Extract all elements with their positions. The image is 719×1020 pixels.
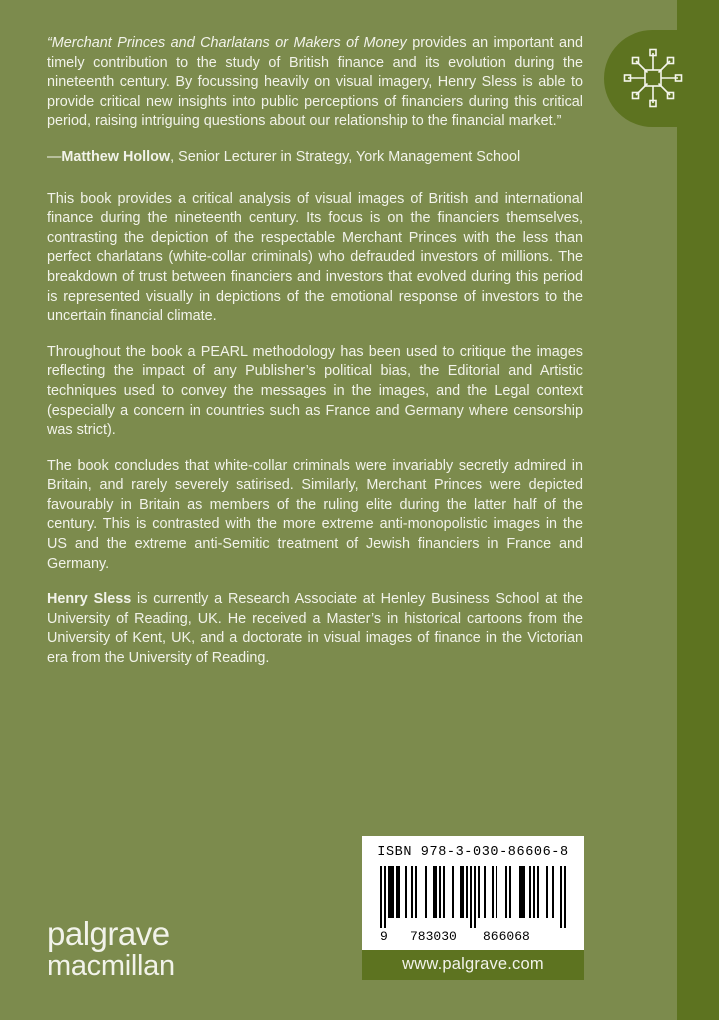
endorsement-attribution — [47, 148, 583, 168]
description-paragraph-3: The book concludes that white-collar criminals were invariably secretly admired in Britain, and rarely severely satirised. Similarly, Merchant Princes were depicted favourably in Britain as members of the ruling elite during the latter half of the century. This is contrasted with the more extreme anti-monopolistic images in the US and the extreme anti-Semitic treatment of Jewish financiers in France and Germany. — [47, 457, 583, 572]
barcode-digit-lead: 9 — [380, 929, 388, 944]
attribution-dash: — — [47, 148, 62, 165]
author-bio — [47, 590, 583, 668]
author-name: Henry Sless — [47, 591, 132, 608]
quoted-book-title: “Merchant Princes and Charlatans or Makers of Money — [47, 35, 407, 51]
barcode-panel — [362, 836, 584, 950]
barcode-digits — [380, 929, 566, 944]
palgrave-emblem — [604, 30, 719, 127]
barcode-digit-group-1: 783030 — [410, 929, 457, 944]
quote-body: provides an important and timely contribution to the study of British finance and its evolution during the nineteenth century. By focussing heavily on visual imagery, Henry Sless is able to provide critical new insights into public perceptions of financiers during this critical period, raising intriguing questions about our relationship to the financial market.” — [47, 35, 584, 130]
isbn-number: ISBN 978-3-030-86606-8 — [377, 845, 569, 860]
palgrave-macmillan-wordmark — [47, 917, 175, 982]
endorser-name: Matthew Hollow — [61, 148, 171, 165]
barcode-digit-group-2: 866068 — [483, 929, 530, 944]
publisher-url: www.palgrave.com — [362, 950, 584, 980]
right-edge-accent-strip — [677, 0, 719, 1020]
wordmark-macmillan: macmillan — [47, 950, 175, 982]
wordmark-palgrave: palgrave — [47, 915, 170, 952]
back-cover-text-column — [47, 34, 583, 685]
isbn-barcode-block — [362, 836, 584, 980]
endorsement-quote — [47, 34, 583, 132]
ean13-barcode — [380, 866, 566, 928]
endorser-title: , Senior Lecturer in Strategy, York Management School — [170, 148, 521, 165]
description-paragraph-1: This book provides a critical analysis of visual images of British and international finance during the nineteenth century. Its focus is on the financiers themselves, contrasting the depiction of the respectable Merchant Princes with the less than perfect charlatans (white-collar criminals) who defrauded investors of millions. The breakdown of trust between financiers and investors that evolved during this period is represented visually in depictions of the emotional response of investors to the uncertain financial climate. — [47, 190, 583, 325]
palgrave-starburst-icon — [618, 43, 688, 113]
description-paragraph-2: Throughout the book a PEARL methodology has been used to critique the images reflecting the impact of any Publisher’s political bias, the Editorial and Artistic techniques used to convey the messages in the images, and the Legal context (especially a concern in countries such as France and Germany where censorship was strict). — [47, 343, 583, 439]
author-bio-text: is currently a Research Associate at Henley Business School at the University of Reading, UK. He received a Master’s in historical cartoons from the University of Kent, UK, and a doctorate in visual images of finance in the Victorian era from the University of Reading. — [47, 591, 583, 667]
